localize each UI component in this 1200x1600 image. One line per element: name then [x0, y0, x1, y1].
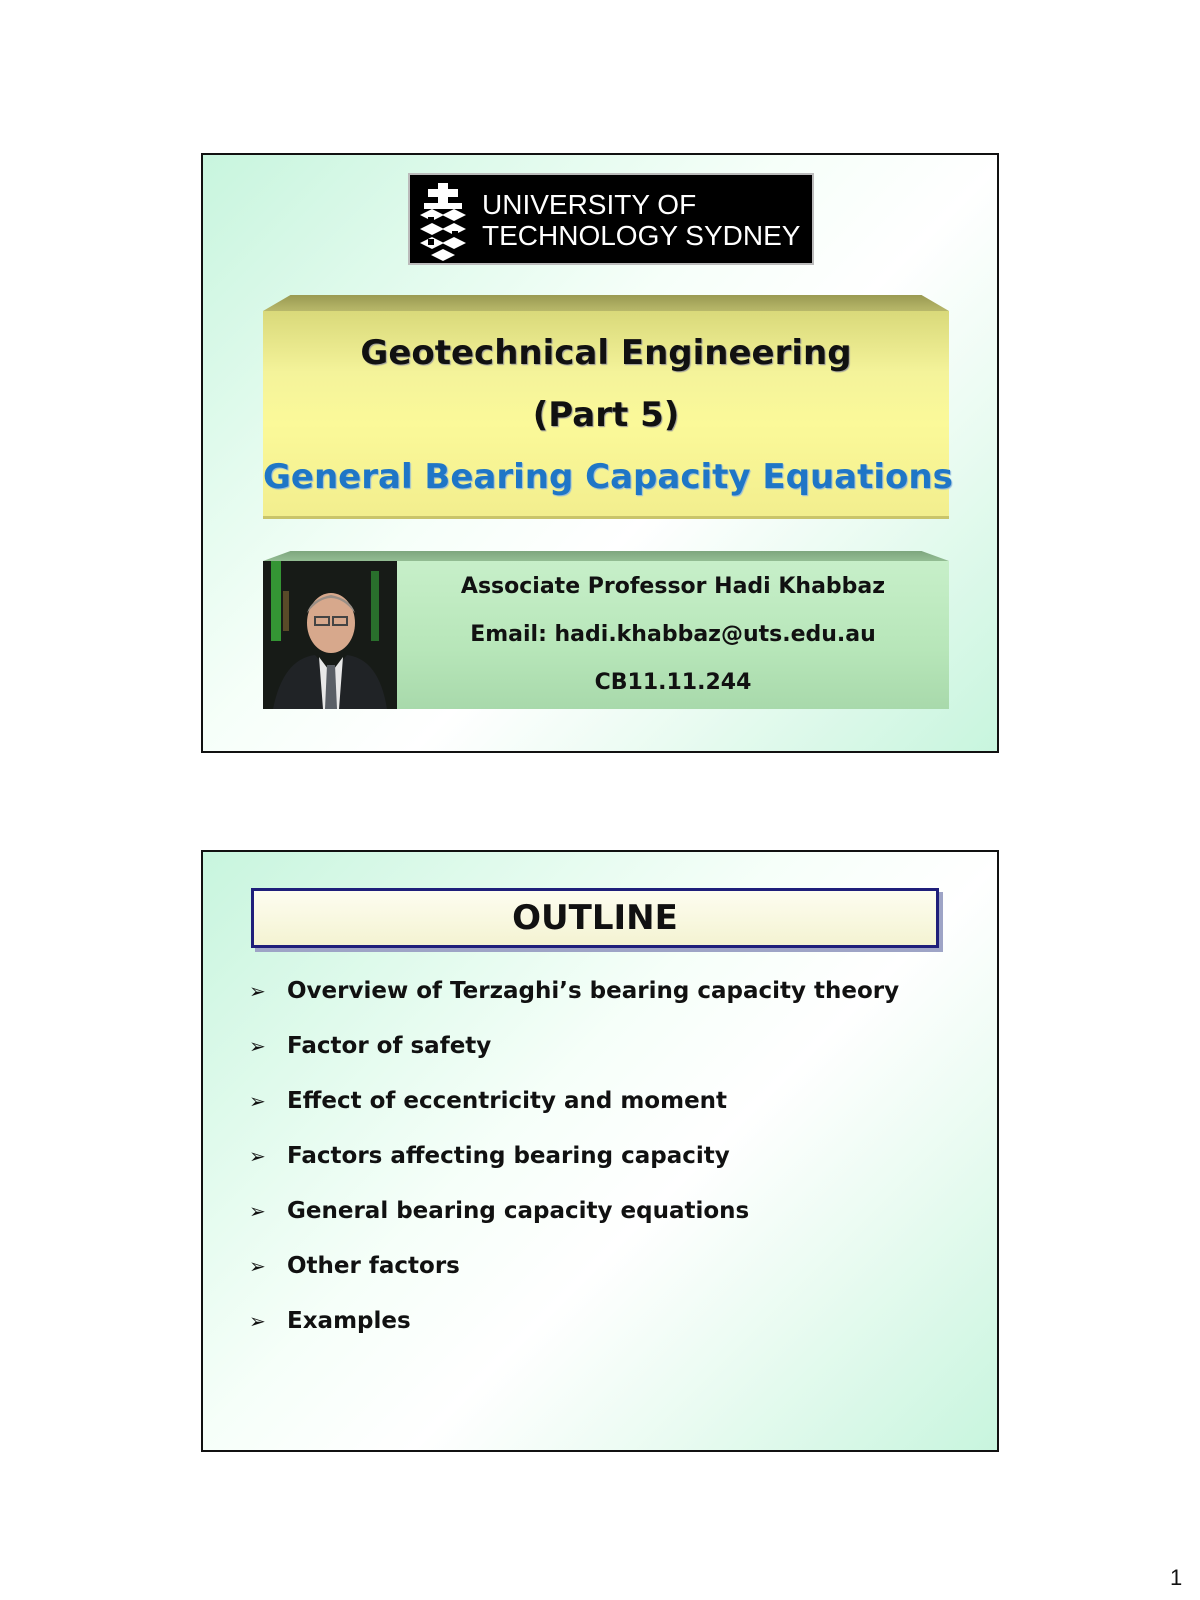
outline-item — [249, 1086, 969, 1141]
author-block-face — [263, 561, 949, 709]
uts-logo — [408, 173, 814, 265]
logo-line-1: UNIVERSITY OF — [482, 189, 697, 220]
outline-item — [249, 1251, 969, 1306]
lecture-subtitle: General Bearing Capacity Equations — [263, 457, 953, 497]
author-block-bevel — [263, 551, 949, 561]
author-details — [397, 561, 949, 707]
author-photo — [263, 561, 397, 709]
arrow-bullet-icon: ➢ — [249, 1144, 266, 1168]
arrow-bullet-icon: ➢ — [249, 979, 266, 1003]
outline-item-text: Overview of Terzaghi’s bearing capacity theory — [287, 978, 900, 1004]
outline-item — [249, 1196, 969, 1251]
outline-item-text: Factor of safety — [287, 1033, 492, 1059]
arrow-bullet-icon: ➢ — [249, 1309, 266, 1333]
outline-item-text: Examples — [287, 1308, 411, 1334]
title-block-bevel — [263, 295, 949, 311]
outline-item — [249, 1031, 969, 1086]
outline-slide — [201, 850, 999, 1452]
arrow-bullet-icon: ➢ — [249, 1254, 266, 1278]
outline-item — [249, 976, 969, 1031]
author-email: Email: hadi.khabbaz@uts.edu.au — [470, 622, 876, 647]
uts-wordmark — [482, 189, 800, 251]
course-title: Geotechnical Engineering — [360, 333, 852, 373]
page-number: 1 — [1170, 1565, 1183, 1590]
author-portrait-icon — [263, 561, 397, 709]
outline-item-text: General bearing capacity equations — [287, 1198, 750, 1224]
title-block — [263, 295, 953, 525]
outline-heading: OUTLINE — [251, 888, 939, 948]
title-slide — [201, 153, 999, 753]
outline-item-text: Factors affecting bearing capacity — [287, 1143, 730, 1169]
uts-emblem-icon — [414, 179, 472, 261]
arrow-bullet-icon: ➢ — [249, 1089, 266, 1113]
arrow-bullet-icon: ➢ — [249, 1034, 266, 1058]
outline-item-text: Other factors — [287, 1253, 460, 1279]
author-office: CB11.11.244 — [594, 670, 752, 695]
outline-item-text: Effect of eccentricity and moment — [287, 1088, 728, 1114]
author-name: Associate Professor Hadi Khabbaz — [460, 574, 886, 599]
outline-item — [249, 1306, 969, 1361]
logo-line-2: TECHNOLOGY SYDNEY — [482, 220, 801, 251]
arrow-bullet-icon: ➢ — [249, 1199, 266, 1223]
outline-list — [249, 976, 969, 1361]
author-block — [263, 551, 949, 709]
course-part: (Part 5) — [532, 395, 680, 435]
title-block-face — [263, 311, 953, 519]
outline-item — [249, 1141, 969, 1196]
